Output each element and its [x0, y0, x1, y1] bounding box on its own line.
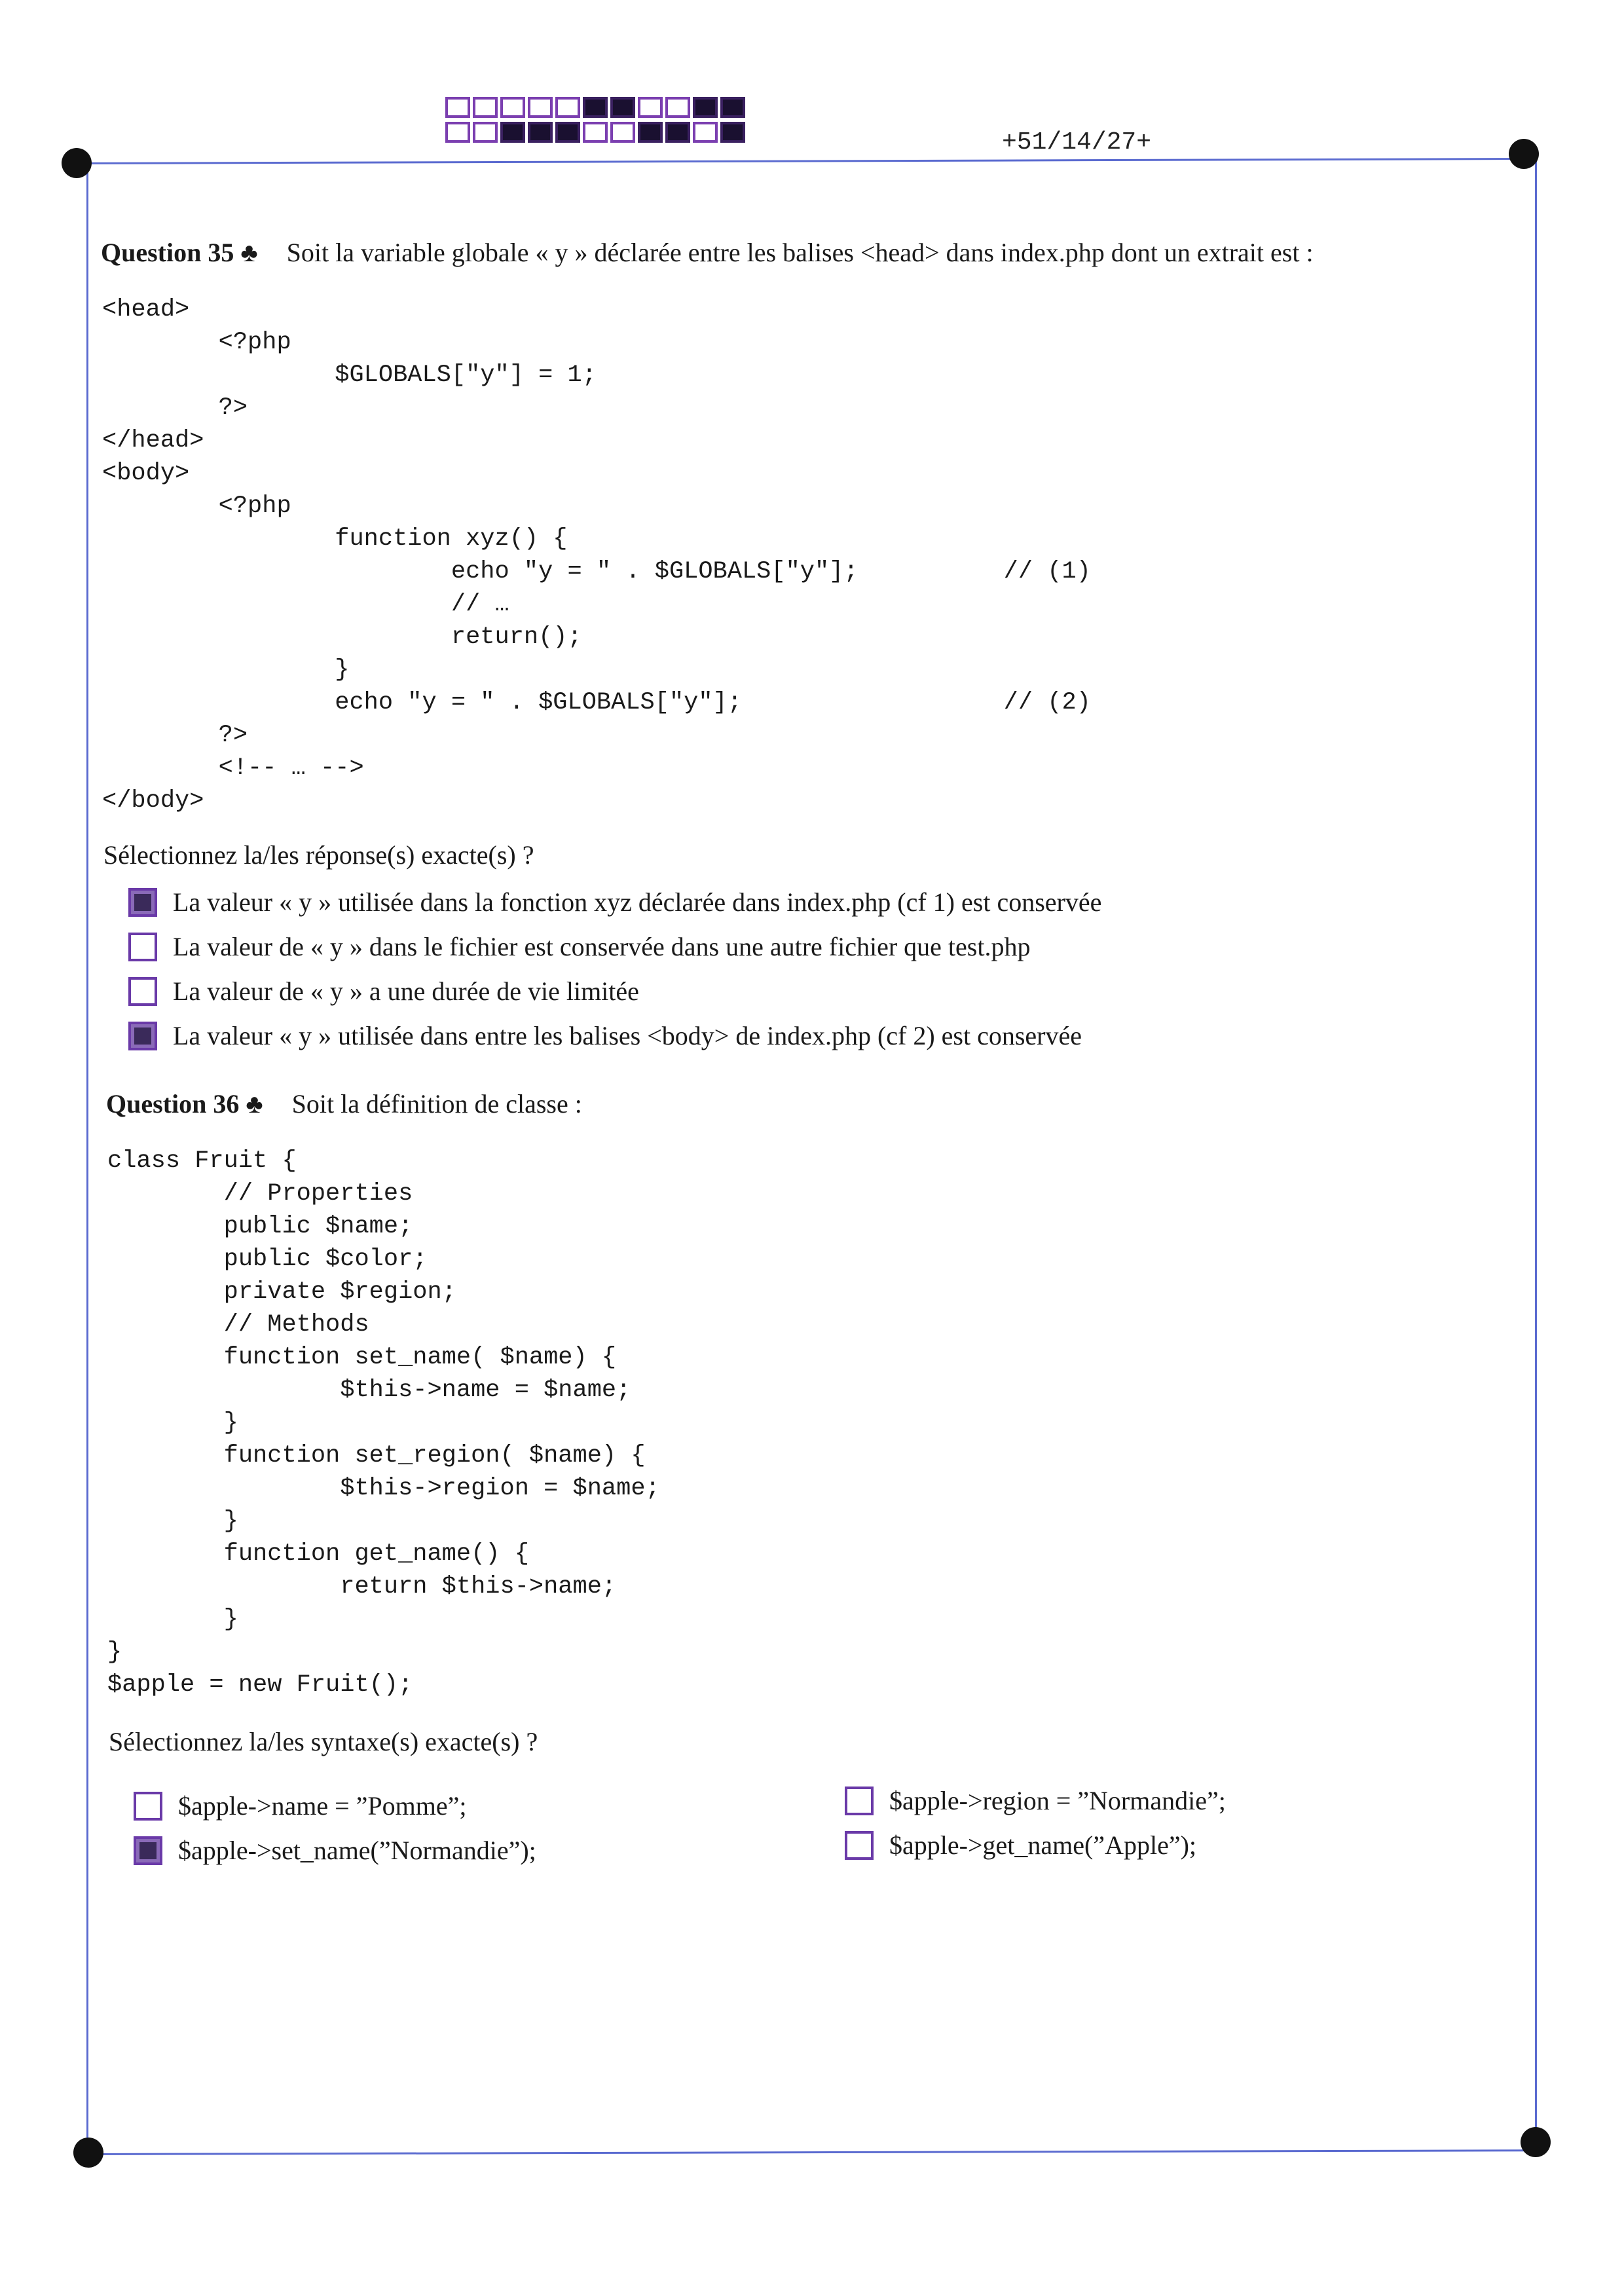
corner-marker-top-left [62, 148, 92, 178]
question-35-code: <head> <?php $GLOBALS["y"] = 1; ?> </head> <body> <?php function xyz() { echo "y = " . $GLOBALS["y"]; // (1) // … return(); } echo "y = " . $GLOBALS["y"]; // (2) ?> <!-- … --> </body> [102, 296, 1091, 815]
question-35-label: Question 35 ♣ [101, 238, 258, 267]
option-label: La valeur de « y » dans le fichier est conservée dans une autre fichier que test.php [173, 932, 1031, 961]
checkbox[interactable] [128, 1022, 157, 1050]
option-label: La valeur « y » utilisée dans entre les balises <body> de index.php (cf 2) est conservée [173, 1021, 1082, 1050]
code-cell [720, 97, 745, 118]
question-36-prompt: Sélectionnez la/les syntaxe(s) exacte(s) ? [109, 1727, 538, 1756]
code-cell [445, 122, 470, 143]
code-cell [693, 97, 718, 118]
question-36-header [106, 1088, 582, 1119]
code-cell [638, 97, 663, 118]
checkbox[interactable] [134, 1836, 162, 1865]
question-36-option-2[interactable] [134, 1835, 536, 1866]
code-cell [528, 97, 553, 118]
option-label: $apple->get_name(”Apple”); [889, 1830, 1197, 1860]
code-cell [555, 122, 580, 143]
code-cell [638, 122, 663, 143]
question-36-option-1[interactable] [134, 1790, 467, 1821]
option-label: $apple->set_name(”Normandie”); [178, 1836, 536, 1865]
code-cell [583, 122, 608, 143]
code-cell [500, 97, 525, 118]
question-36-text: Soit la définition de classe : [291, 1089, 582, 1119]
checkbox[interactable] [128, 977, 157, 1006]
code-cell [473, 97, 498, 118]
frame-right-line [1535, 155, 1537, 2151]
question-35-text: Soit la variable globale « y » déclarée entre les balises <head> dans index.php dont un extrait est : [286, 238, 1314, 267]
checkbox[interactable] [134, 1792, 162, 1821]
corner-marker-top-right [1509, 139, 1539, 169]
code-cell [610, 97, 635, 118]
frame-left-line [86, 164, 88, 2155]
option-label: $apple->region = ”Normandie”; [889, 1786, 1226, 1815]
code-row-2 [445, 122, 748, 143]
checkbox[interactable] [845, 1831, 874, 1860]
code-cell [665, 122, 690, 143]
question-35-header [101, 237, 1314, 268]
code-cell [665, 97, 690, 118]
option-label: La valeur de « y » a une durée de vie limitée [173, 976, 639, 1006]
checkbox[interactable] [128, 933, 157, 961]
identification-code [445, 97, 748, 143]
question-35-option-2[interactable] [128, 931, 1030, 962]
option-label: La valeur « y » utilisée dans la fonction xyz déclarée dans index.php (cf 1) est conservée [173, 887, 1102, 917]
option-label: $apple->name = ”Pomme”; [178, 1791, 467, 1821]
code-row-1 [445, 97, 748, 118]
question-35-option-4[interactable] [128, 1020, 1082, 1051]
question-35-option-3[interactable] [128, 976, 639, 1007]
corner-marker-bottom-right [1521, 2127, 1551, 2157]
code-cell [445, 97, 470, 118]
code-cell [583, 97, 608, 118]
code-cell [473, 122, 498, 143]
question-35-option-1[interactable] [128, 887, 1101, 917]
checkbox[interactable] [128, 888, 157, 917]
page-number: +51/14/27+ [1002, 128, 1152, 157]
code-cell [610, 122, 635, 143]
frame-top-line [76, 158, 1523, 164]
question-36-code: class Fruit { // Properties public $name; public $color; private $region; // Methods function set_name( $name) { $this->name = $name; } function set_region( $name) { $this->region = $name; } function get_name() { return $this->name; } } $apple = new Fruit(); [107, 1147, 660, 1699]
question-36-option-4[interactable] [845, 1830, 1196, 1861]
code-cell [693, 122, 718, 143]
frame-bottom-line [88, 2149, 1540, 2155]
question-36-option-3[interactable] [845, 1785, 1226, 1816]
checkbox[interactable] [845, 1787, 874, 1815]
question-35-prompt: Sélectionnez la/les réponse(s) exacte(s) ? [103, 840, 534, 870]
code-cell [500, 122, 525, 143]
code-cell [720, 122, 745, 143]
corner-marker-bottom-left [73, 2138, 103, 2168]
code-cell [555, 97, 580, 118]
code-cell [528, 122, 553, 143]
question-36-label: Question 36 ♣ [106, 1089, 263, 1119]
